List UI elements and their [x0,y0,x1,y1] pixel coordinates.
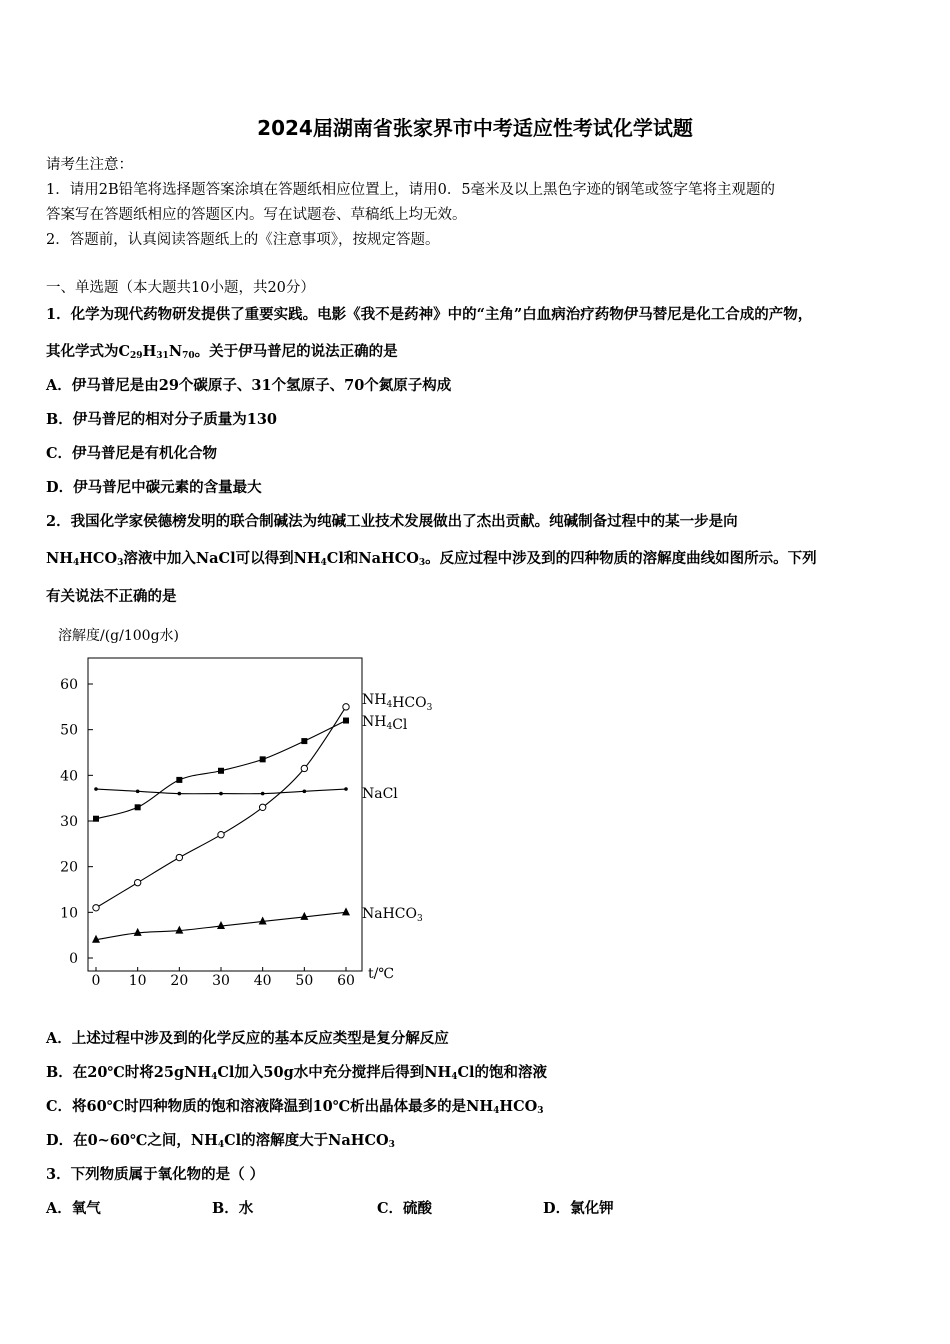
y-tick-label: 40 [60,768,78,785]
q3-option-b: B．水 [212,1200,254,1217]
q1-option-c: C．伊马普尼是有机化合物 [46,445,218,462]
data-point-NH4HCO3 [343,704,349,710]
notice-line-2: 答案写在答题纸相应的答题区内。写在试题卷、草稿纸上均无效。 [46,207,467,223]
data-point-NH4HCO3 [176,854,182,860]
y-tick-label: 30 [60,814,78,830]
data-point-NH4HCO3 [218,832,224,838]
data-point-NH4Cl [135,804,141,810]
q3-option-a: A．氧气 [46,1200,101,1217]
page-title: 2024届湖南省张家界市中考适应性考试化学试题 [257,116,693,140]
data-point-NaHCO3 [175,926,183,934]
data-point-NaCl [344,787,348,791]
solubility-chart [44,618,464,998]
notice-line-3: 2．答题前，认真阅读答题纸上的《注意事项》，按规定答题。 [46,232,440,248]
y-tick-label: 0 [69,951,78,967]
series-label-NH4Cl: $NH_4Cl$ [362,714,408,733]
y-tick-label: 20 [60,859,78,876]
q2-stem-line1: 2．我国化学家侯德榜发明的联合制碱法为纯碱工业技术发展做出了杰出贡献。纯碱制备过程中的某一步是向 [46,513,738,530]
data-point-NH4Cl [176,777,182,783]
x-tick-label: 0 [91,973,101,989]
notice-line-1: 1．请用2B铅笔将选择题答案涂填在答题纸相应位置上，请用0．5毫米及以上黑色字迹的钢笔或签字笔将主观题的 [46,182,776,198]
data-point-NaCl [94,787,98,791]
q1-option-d: D．伊马普尼中碳元素的含量最大 [46,479,262,496]
data-point-NH4Cl [93,816,99,822]
data-point-NH4Cl [218,768,224,774]
q2-option-d: D．在0~60℃之间，$NH_4Cl$的溶解度大于NaHCO$_3$ [46,1132,395,1150]
q2-option-a: A．上述过程中涉及到的化学反应的基本反应类型是复分解反应 [46,1030,449,1047]
data-point-NH4Cl [260,756,266,762]
data-point-NaCl [303,790,307,794]
data-point-NaCl [261,792,265,796]
y-tick-label: 60 [60,677,78,693]
data-point-NaHCO3 [134,928,142,936]
q2-option-c: C．将60℃时四种物质的饱和溶液降温到10℃析出晶体最多的是$NH_4HCO_3$ [46,1098,544,1116]
section-heading: 一、单选题（本大题共10小题，共20分） [46,280,315,296]
data-point-NaCl [178,792,182,796]
data-point-NH4HCO3 [134,879,140,885]
series-line-NH4HCO3 [96,707,346,908]
x-tick-label: 10 [128,973,147,989]
data-point-NaHCO3 [259,916,267,924]
q3-stem: 3．下列物质属于氧化物的是（ ） [46,1166,265,1183]
data-point-NH4HCO3 [93,905,99,911]
q1-stem-line2: 其化学式为$C_{29}H_{31}N_{70}$。关于伊马普尼的说法正确的是 [46,343,398,361]
chart-xlabel: t/℃ [368,966,395,982]
x-tick-label: 20 [170,973,189,989]
data-point-NaCl [136,790,140,794]
x-tick-label: 50 [295,973,314,989]
chart-ylabel: 溶解度/(g/100g水) [58,628,180,644]
q2-stem-line2: $NH_4HCO_3$溶液中加入NaCl可以得到$NH_4Cl$和NaHCO$_3$。反应过程中涉及到的四种物质的溶解度曲线如图所示。下列 [46,550,817,568]
q1-option-a: A．伊马普尼是由29个碳原子、31个氢原子、70个氮原子构成 [46,377,452,394]
data-point-NaHCO3 [342,907,350,915]
data-point-NH4Cl [343,718,349,724]
q3-option-d: D．氯化钾 [543,1200,614,1217]
q2-option-b: B．在20℃时将25gNH$_4$Cl加入50g水中充分搅拌后得到$NH_4Cl$的饱和溶液 [46,1064,548,1082]
plot-frame [88,658,362,971]
q1-stem-line1: 1．化学为现代药物研发提供了重要实践。电影《我不是药神》中的“主角”白血病治疗药物伊马替尼是化工合成的产物， [46,306,813,323]
q2-stem-line3: 有关说法不正确的是 [46,588,177,605]
x-tick-label: 40 [253,973,272,989]
x-tick-label: 60 [337,973,355,989]
y-tick-label: 50 [60,722,78,739]
data-point-NH4HCO3 [301,765,307,771]
series-label-NaCl: NaCl [362,786,398,802]
data-point-NaCl [219,792,223,796]
data-point-NaHCO3 [300,912,308,920]
series-label-NH4HCO3: $NH_4HCO_3$ [362,692,433,713]
notice-heading: 请考生注意： [46,157,133,173]
data-point-NH4Cl [301,738,307,744]
q1-option-b: B．伊马普尼的相对分子质量为130 [46,411,278,428]
data-point-NH4HCO3 [259,804,265,810]
series-label-NaHCO3: NaHCO$_3$ [362,906,423,924]
y-tick-label: 10 [60,905,78,922]
x-tick-label: 30 [212,973,230,989]
data-point-NaHCO3 [217,921,225,929]
q3-option-c: C．硫酸 [377,1200,433,1217]
